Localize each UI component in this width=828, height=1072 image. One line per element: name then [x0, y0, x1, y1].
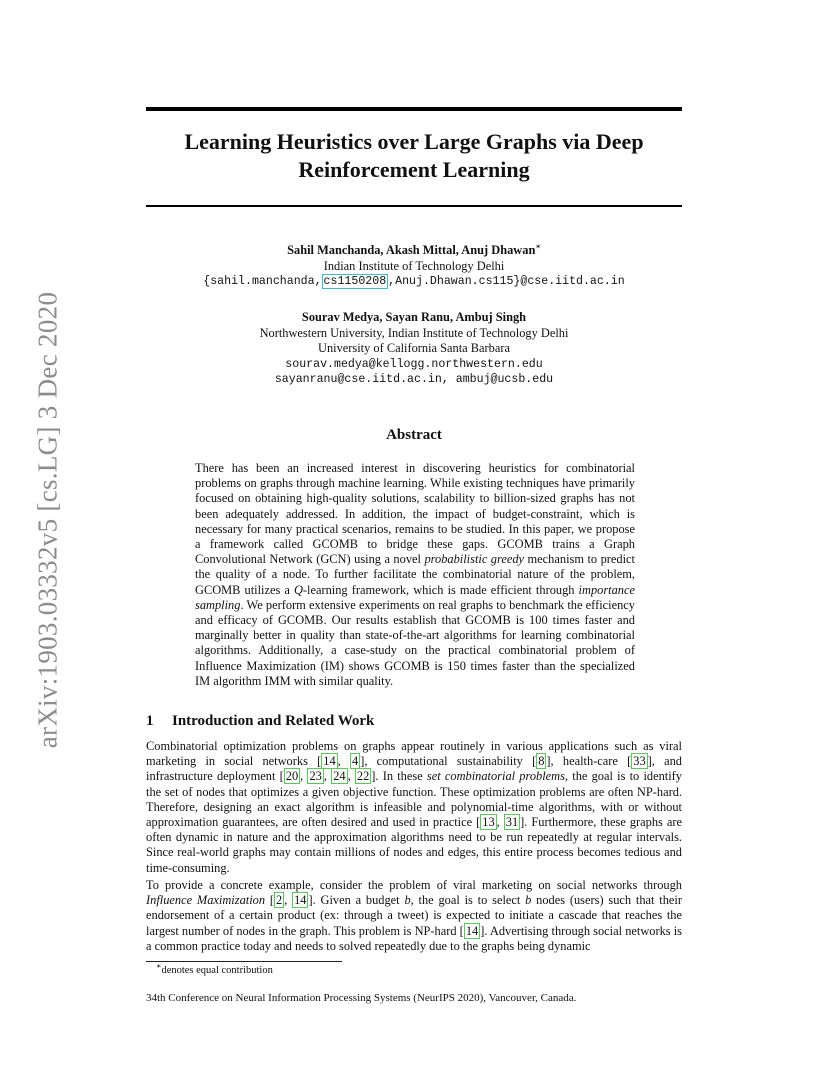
citation-link[interactable]: 2 [275, 893, 283, 908]
citation-link[interactable]: 31 [505, 815, 519, 830]
arxiv-sidebar-stamp: arXiv:1903.03332v5 [cs.LG] 3 Dec 2020 [32, 291, 63, 749]
author-block-1 [146, 243, 682, 290]
affiliation-2-line-1: Northwestern University, Indian Institute of Technology Delhi [259, 325, 569, 340]
paper-title [146, 128, 682, 184]
author-names-2: Sourav Medya, Sayan Ranu, Ambuj Singh [301, 310, 527, 324]
title-bottom-rule [146, 205, 682, 207]
footnote: ∗denotes equal contribution [156, 961, 273, 976]
author-emails-1: {sahil.manchanda, cs1150208 ,Anuj.Dhawan.cs115}@cse.iitd.ac.in [203, 275, 625, 288]
title-line-1: Learning Heuristics over Large Graphs via Deep [184, 129, 644, 154]
intro-paragraph-1: Combinatorial optimization problems on graphs appear routinely in various applications such as viral marketing in social networks [ 14 , 4 ], computational sustainability [ 8 ], health-care [ 33 ], and infrastructure deployment [ 20 , 23 , 24 , 22 ]. In these set combinatorial problems, the goal is to identify the set of nodes that optimizes a given objective function. These optimization problems are often NP-hard. Therefore, designing an exact algorithm is infeasible and polynomial-time algorithms, with or without approximation guarantees, are often desired and used in practice [ 13 , 31 ]. Furthermore, these graphs are often dynamic in nature and the approximation algorithms need to be run repeatedly at regular intervals. Since real-world graphs may contain millions of nodes and edges, this entire process becomes tedious and time-consuming. [146, 739, 683, 875]
intro-paragraph-2: To provide a concrete example, consider the problem of viral marketing on social networks through Influence Maximization [ 2 , 14 ]. Given a budget b, the goal is to select b nodes (users) such that their endorsement of a certain product (ex: through a tweet) is expected to initiate a cascade that reaches the largest number of nodes in the graph. This problem is NP-hard [ 14 ]. Advertising through social networks is a common practice today and needs to solved repeatedly due to the graphs being dynamic [146, 878, 683, 953]
citation-link[interactable]: 23 [309, 769, 322, 784]
citation-link[interactable]: 14 [465, 923, 479, 938]
citation-link[interactable]: 20 [285, 769, 299, 784]
citation-link[interactable]: 22 [356, 769, 370, 784]
section-heading: 1 Introduction and Related Work [146, 713, 375, 729]
abstract-heading: Abstract [386, 427, 442, 443]
title-top-rule [146, 107, 682, 111]
citation-link[interactable]: 13 [482, 815, 495, 830]
conference-note: 34th Conference on Neural Information Processing Systems (NeurIPS 2020), Vancouver, Canada. [146, 992, 577, 1004]
footnote-rule [146, 961, 342, 962]
citation-link[interactable]: 8 [538, 754, 545, 769]
affiliation-2-line-2: University of California Santa Barbara [318, 341, 510, 355]
citation-link[interactable]: 14 [294, 893, 307, 908]
email-link[interactable]: cs1150208 [323, 275, 387, 288]
author-email-2a: sourav.medya@kellogg.northwestern.edu [285, 357, 543, 371]
citation-link[interactable]: 14 [323, 754, 336, 769]
author-block-2 [146, 310, 682, 388]
citation-link[interactable]: 33 [633, 754, 646, 769]
citation-link[interactable]: 24 [333, 769, 346, 784]
citation-link[interactable]: 4 [352, 754, 359, 769]
abstract-text: There has been an increased interest in discovering heuristics for combinatorial problems on graphs through machine learning. While existing techniques have primarily focused on obtaining high-quality solutions, scalability to billion-sized graphs has not been adequately addressed. In addition, the impact of budget-constraint, which is necessary for many practical scenarios, remains to be studied. In this paper, we propose a framework called GCOMB to bridge these gaps. GCOMB trains a Graph Convolutional Network (GCN) using a novel probabilistic greedy mechanism to predict the quality of a node. To further facilitate the combinatorial nature of the problem, GCOMB utilizes a Q-learning framework, which is made efficient through importance sampling. We perform extensive experiments on real graphs to benchmark the efficiency and efficacy of GCOMB. Our results establish that GCOMB is 100 times faster and marginally better in quality than state-of-the-art algorithms for learning combinatorial algorithms. Additionally, a case-study on the practical combinatorial problem of Influence Maximization (IM) shows GCOMB is 150 times faster than the specialized IM algorithm IMM with similar quality. [195, 461, 636, 688]
author-email-2b: sayanranu@cse.iitd.ac.in, ambuj@ucsb.edu [274, 373, 554, 386]
author-names-1: Sahil Manchanda, Akash Mittal, Anuj Dhawan∗ [287, 241, 541, 257]
affiliation-1: Indian Institute of Technology Delhi [323, 258, 505, 273]
title-line-2: Reinforcement Learning [298, 157, 530, 182]
